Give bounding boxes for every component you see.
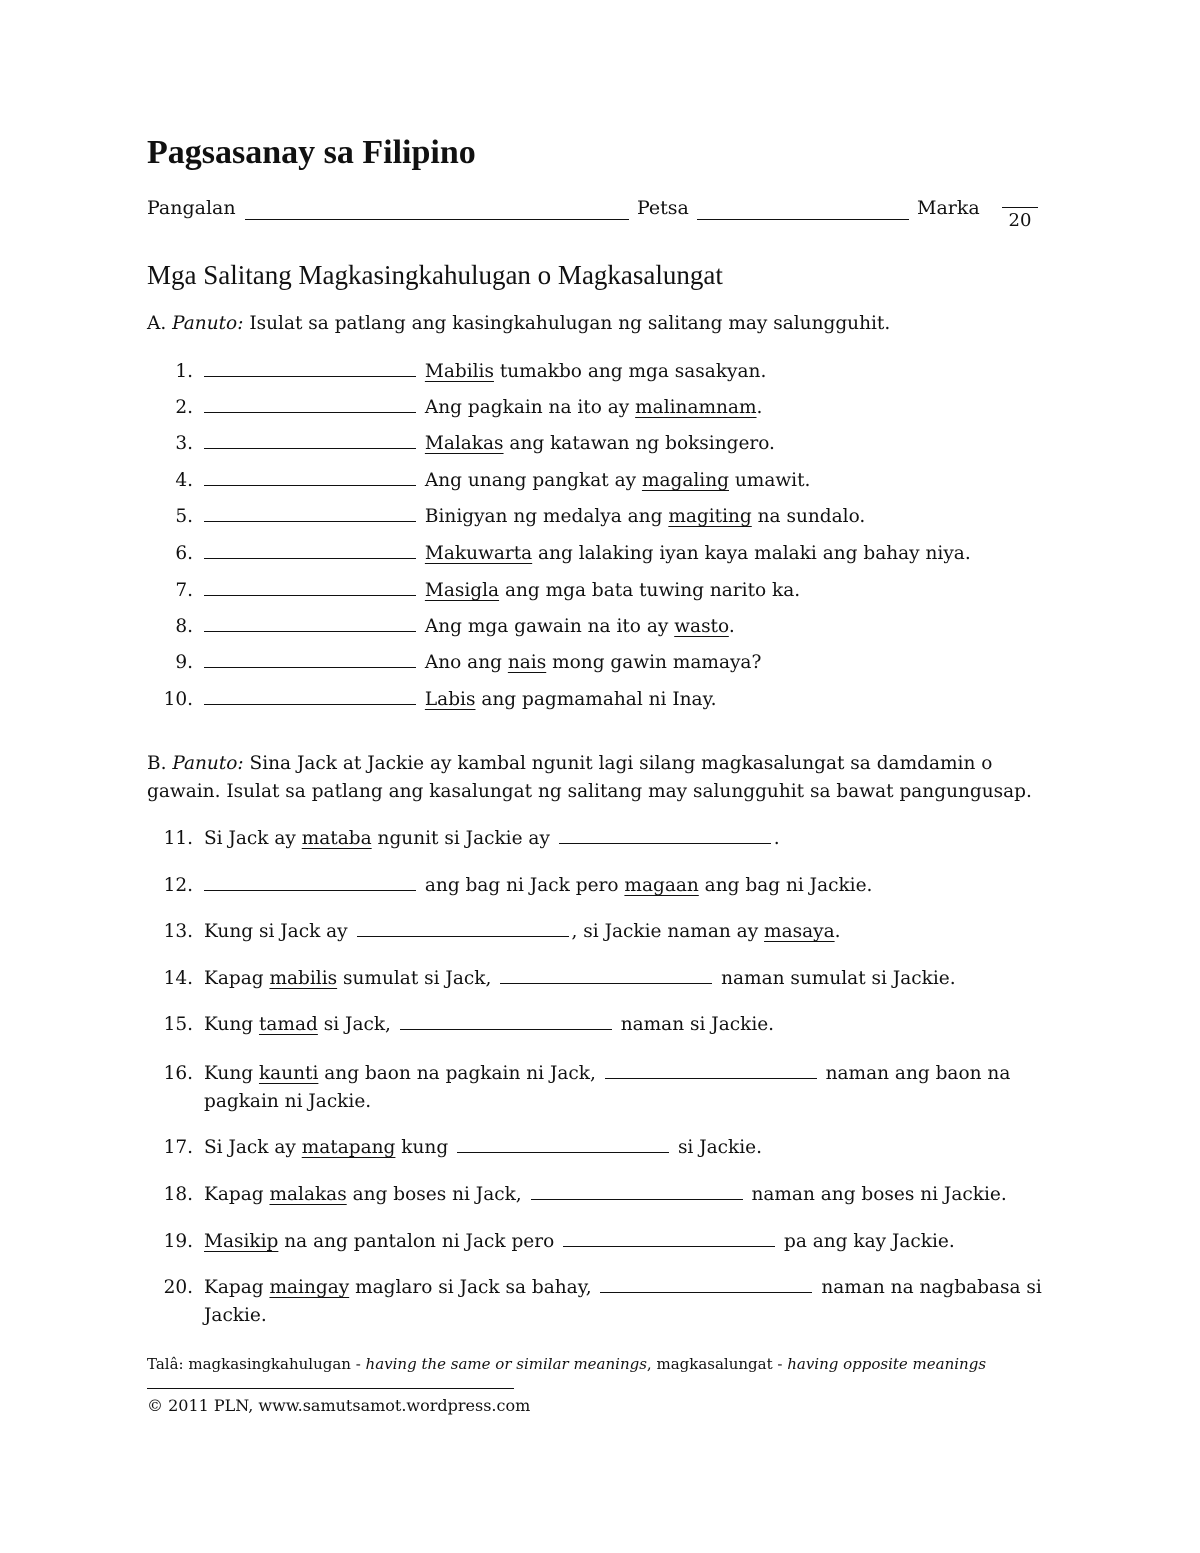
answer-blank[interactable]	[357, 936, 569, 937]
note-term-2: magkasalungat -	[656, 1355, 788, 1373]
part-b-instruction-text: Sina Jack at Jackie ay kambal ngunit lagi silang magkasalungat sa damdamin o gawain. Isulat sa patlang ang kasalungat ng salitang may salungguhit sa bawat pangungusap.	[147, 753, 1032, 802]
sentence-text: Kapag	[204, 1277, 270, 1298]
item-number: 1.	[175, 361, 193, 382]
sentence-text: Kapag	[204, 968, 270, 989]
item-number: 12.	[163, 875, 193, 896]
item-number: 16.	[163, 1063, 193, 1084]
answer-blank[interactable]	[204, 521, 416, 522]
item-sentence	[204, 358, 1066, 386]
answer-blank[interactable]	[204, 595, 416, 596]
item-number: 4.	[175, 470, 193, 491]
underlined-word: magaan	[624, 875, 699, 896]
item-sentence	[204, 872, 1066, 900]
underlined-word: kaunti	[258, 1063, 319, 1084]
sentence-text: naman ang baon na pagkain ni Jackie.	[204, 1063, 1011, 1112]
item-sentence	[204, 825, 1066, 853]
part-b-instr-word: Panuto:	[172, 753, 244, 774]
sentence-text: Kung si Jack ay	[204, 921, 354, 942]
underlined-word: mabilis	[269, 968, 338, 989]
score-total: 20	[1008, 210, 1032, 231]
item-number: 5.	[175, 506, 193, 527]
sentence-text: na ang pantalon ni Jack pero	[278, 1231, 561, 1252]
item-number: 3.	[175, 433, 193, 454]
item-number: 17.	[163, 1137, 193, 1158]
answer-blank[interactable]	[204, 890, 416, 891]
answer-blank[interactable]	[500, 983, 712, 984]
item-number: 11.	[163, 828, 193, 849]
item-number: 6.	[175, 543, 193, 564]
underlined-word: Masikip	[204, 1231, 279, 1252]
underlined-word: masaya	[764, 921, 835, 942]
underlined-word: Labis	[424, 689, 476, 710]
sentence-text: .	[773, 828, 780, 849]
page-title: Pagsasanay sa Filipino	[147, 134, 476, 171]
sentence-text: si Jack,	[317, 1014, 397, 1035]
part-a-instructions	[147, 310, 1067, 338]
underlined-word: malinamnam	[635, 397, 757, 418]
part-b-label: B.	[147, 753, 167, 774]
item-number: 8.	[175, 616, 193, 637]
answer-blank[interactable]	[204, 412, 416, 413]
note-label: Talâ:	[147, 1355, 184, 1373]
item-number: 10.	[163, 689, 193, 710]
answer-blank[interactable]	[600, 1292, 812, 1293]
answer-blank[interactable]	[400, 1029, 612, 1030]
item-number: 2.	[175, 397, 193, 418]
sentence-text: naman si Jackie.	[614, 1014, 775, 1035]
item-number: 15.	[163, 1014, 193, 1035]
item-sentence	[204, 1274, 1066, 1330]
underlined-word: magiting	[668, 506, 752, 527]
sentence-text: tumakbo ang mga sasakyan.	[493, 361, 767, 382]
answer-blank[interactable]	[563, 1246, 775, 1247]
sentence-text: ang bag ni Jack pero	[419, 875, 625, 896]
item-sentence	[204, 1134, 1066, 1162]
item-number: 9.	[175, 652, 193, 673]
answer-blank[interactable]	[204, 558, 416, 559]
sentence-text: Ang mga gawain na ito ay	[424, 616, 675, 637]
answer-blank[interactable]	[605, 1078, 817, 1079]
score-blank	[1002, 207, 1038, 208]
underlined-word: magaling	[641, 470, 729, 491]
name-blank	[245, 219, 629, 220]
answer-blank[interactable]	[204, 631, 416, 632]
answer-blank[interactable]	[204, 448, 416, 449]
answer-blank[interactable]	[204, 485, 416, 486]
item-sentence	[204, 540, 1066, 568]
note-term-1: magkasingkahulugan -	[188, 1355, 366, 1373]
part-a-instruction-text: Isulat sa patlang ang kasingkahulugan ng salitang may salungguhit.	[249, 313, 891, 334]
part-a-label: A.	[147, 313, 167, 334]
section-title: Mga Salitang Magkasingkahulugan o Magkasalungat	[147, 260, 723, 290]
sentence-text: ang bag ni Jackie.	[698, 875, 873, 896]
sentence-text: Si Jack ay	[204, 828, 302, 849]
item-sentence	[204, 577, 1066, 605]
sentence-text: kung	[395, 1137, 455, 1158]
underlined-word: Makuwarta	[424, 543, 533, 564]
underlined-word: matapang	[301, 1137, 396, 1158]
score-fraction	[1002, 199, 1038, 231]
sentence-text: ang katawan ng boksingero.	[503, 433, 775, 454]
answer-blank[interactable]	[204, 667, 416, 668]
sentence-text: ang boses ni Jack,	[346, 1184, 528, 1205]
item-number: 7.	[175, 580, 193, 601]
item-sentence	[204, 430, 1066, 458]
underlined-word: Mabilis	[424, 361, 494, 382]
sentence-text: ang mga bata tuwing narito ka.	[499, 580, 801, 601]
sentence-text: maglaro si Jack sa bahay,	[349, 1277, 598, 1298]
underlined-word: Masigla	[424, 580, 500, 601]
sentence-text: Ang unang pangkat ay	[424, 470, 642, 491]
date-blank	[697, 219, 909, 220]
sentence-text: naman ang boses ni Jackie.	[745, 1184, 1007, 1205]
note-def-2: having opposite meanings	[787, 1355, 987, 1373]
sentence-text: pa ang kay Jackie.	[778, 1231, 955, 1252]
item-sentence	[204, 1181, 1066, 1209]
sentence-text: ang pagmamahal ni Inay.	[475, 689, 717, 710]
note-separator: ,	[646, 1355, 657, 1373]
sentence-text: umawit.	[728, 470, 811, 491]
item-sentence	[204, 649, 1066, 677]
footer-divider	[147, 1388, 514, 1389]
item-number: 14.	[163, 968, 193, 989]
underlined-word: wasto	[674, 616, 729, 637]
sentence-text: ang baon na pagkain ni Jack,	[318, 1063, 602, 1084]
sentence-text: Kung	[204, 1063, 259, 1084]
sentence-text: Ano ang	[424, 652, 508, 673]
sentence-text: Kapag	[204, 1184, 270, 1205]
underlined-word: maingay	[269, 1277, 350, 1298]
note-def-1: having the same or similar meanings	[365, 1355, 647, 1373]
sentence-text: Kung	[204, 1014, 259, 1035]
item-number: 13.	[163, 921, 193, 942]
item-sentence	[204, 1060, 1066, 1116]
sentence-text: .	[728, 616, 735, 637]
sentence-text: .	[756, 397, 763, 418]
item-number: 19.	[163, 1231, 193, 1252]
item-sentence	[204, 1228, 1066, 1256]
item-sentence	[204, 467, 1066, 495]
sentence-text: si Jackie.	[672, 1137, 762, 1158]
item-sentence	[204, 503, 1066, 531]
answer-blank[interactable]	[531, 1199, 743, 1200]
score-label: Marka	[917, 197, 980, 219]
sentence-text: sumulat si Jack,	[337, 968, 498, 989]
item-sentence	[204, 686, 1066, 714]
sentence-text: mong gawin mamaya?	[546, 652, 762, 673]
glossary-note	[147, 1355, 986, 1373]
answer-blank[interactable]	[204, 704, 416, 705]
underlined-word: Malakas	[424, 433, 504, 454]
sentence-text: ang lalaking iyan kaya malaki ang bahay niya.	[532, 543, 971, 564]
header-fields	[147, 197, 1047, 237]
underlined-word: nais	[507, 652, 547, 673]
sentence-text: naman sumulat si Jackie.	[715, 968, 956, 989]
sentence-text: Si Jack ay	[204, 1137, 302, 1158]
sentence-text: na sundalo.	[751, 506, 866, 527]
item-sentence	[204, 965, 1066, 993]
item-sentence	[204, 394, 1066, 422]
answer-blank[interactable]	[559, 843, 771, 844]
sentence-text: ngunit si Jackie ay	[371, 828, 556, 849]
footer-copyright: © 2011 PLN, www.samutsamot.wordpress.com	[147, 1396, 531, 1415]
sentence-text: Ang pagkain na ito ay	[424, 397, 636, 418]
date-label: Petsa	[637, 197, 689, 219]
sentence-text: .	[834, 921, 841, 942]
underlined-word: tamad	[258, 1014, 318, 1035]
underlined-word: mataba	[301, 828, 372, 849]
part-a-instr-word: Panuto:	[172, 313, 244, 334]
sentence-text: , si Jackie naman ay	[571, 921, 765, 942]
item-number: 18.	[163, 1184, 193, 1205]
sentence-text: Binigyan ng medalya ang	[424, 506, 669, 527]
part-b-instructions	[147, 750, 1067, 806]
name-label: Pangalan	[147, 197, 236, 219]
item-sentence	[204, 918, 1066, 946]
item-number: 20.	[163, 1277, 193, 1298]
sentence-text: naman na nagbabasa si Jackie.	[204, 1277, 1042, 1326]
underlined-word: malakas	[269, 1184, 347, 1205]
item-sentence	[204, 1011, 1066, 1039]
answer-blank[interactable]	[204, 376, 416, 377]
item-sentence	[204, 613, 1066, 641]
answer-blank[interactable]	[457, 1152, 669, 1153]
